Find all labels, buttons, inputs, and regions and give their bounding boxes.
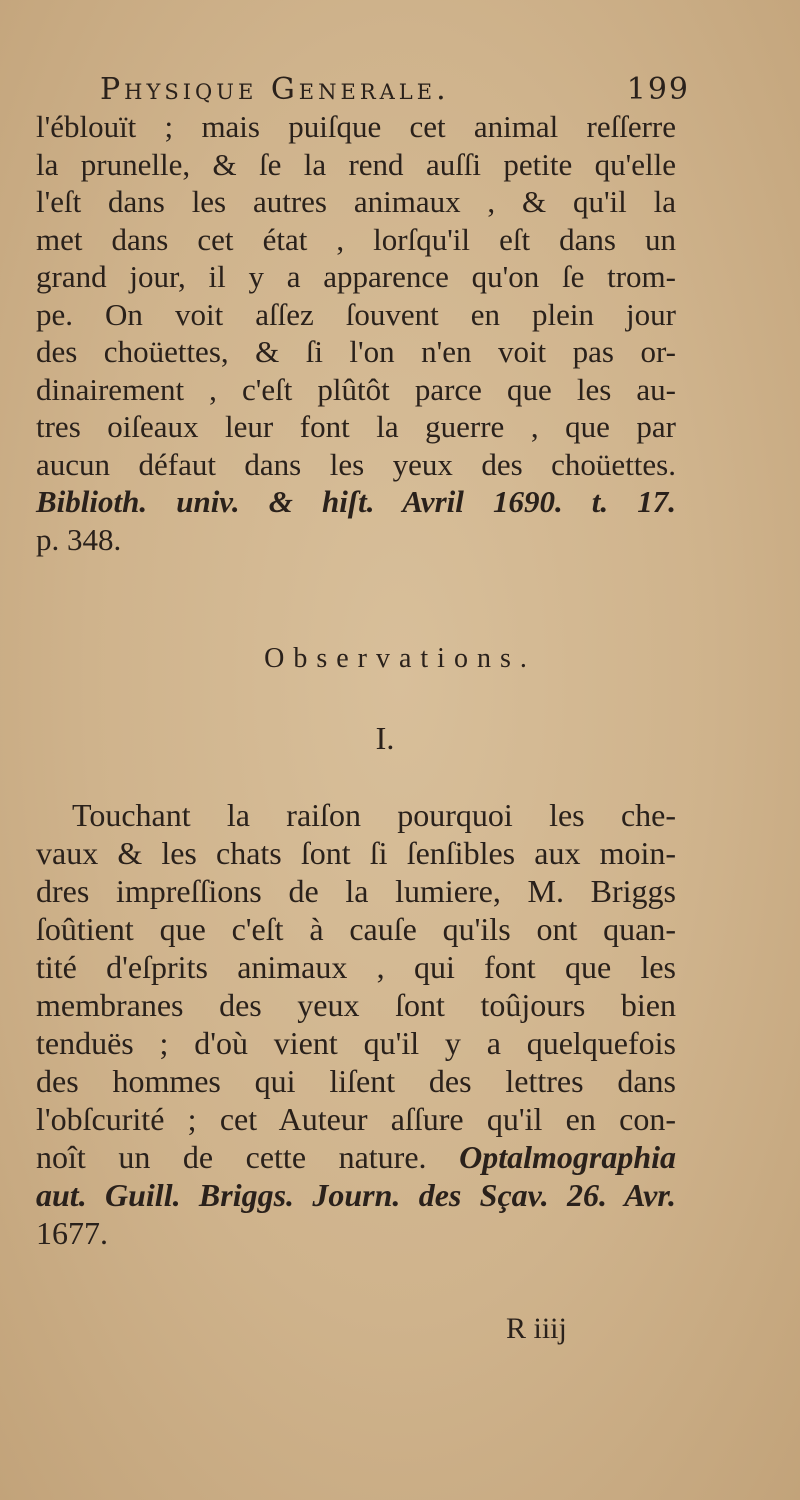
text-line: membranes des yeux ſont toûjours bien — [36, 987, 676, 1023]
signature-mark: R iiij — [506, 1312, 567, 1345]
text-line: vaux & les chats ſont ſi ſenſibles aux moin- — [36, 835, 676, 871]
citation: Biblioth. univ. & hiſt. Avril 1690. t. 17. — [36, 484, 676, 519]
text-line: pe. On voit aſſez ſouvent en plein jour — [36, 296, 676, 332]
text-line: tres oiſeaux leur font la guerre , que par — [36, 409, 676, 444]
text-line: des hommes qui liſent des lettres dans — [36, 1063, 676, 1099]
text-line: Touchant la raiſon pourquoi les che- — [72, 797, 676, 833]
text-line-with-citation — [36, 1138, 676, 1176]
text-line: l'obſcurité ; cet Auteur aſſure qu'il en con- — [36, 1101, 676, 1137]
section-title: Observations. — [264, 643, 536, 674]
text-line: met dans cet état , lorſqu'il eſt dans un — [36, 221, 676, 257]
text-line: tenduës ; d'où vient qu'il y a quelquefois — [36, 1025, 676, 1061]
citation-year: 1677. — [36, 1215, 108, 1251]
text-line: aucun défaut dans les yeux des choüettes. — [36, 446, 676, 482]
citation: aut. Guill. Briggs. Journ. des Sçav. 26. Avr. — [36, 1177, 676, 1213]
text-fragment: noît un de cette nature. — [36, 1139, 427, 1175]
running-title: Physique Generale. — [100, 72, 450, 107]
citation-title: Optalmographia — [459, 1139, 677, 1175]
text-line: l'eſt dans les autres animaux , & qu'il la — [36, 184, 676, 219]
text-line: dinairement , c'eſt plûtôt parce que les au- — [36, 371, 676, 407]
paragraph-2 — [36, 796, 676, 1252]
citation-end: p. 348. — [36, 521, 122, 557]
text-line: tité d'eſprits animaux , qui font que les — [36, 949, 676, 985]
text-line: dres impreſſions de la lumiere, M. Briggs — [36, 873, 676, 909]
text-line: la prunelle, & ſe la rend auſſi petite qu'elle — [36, 146, 676, 182]
text-line: l'éblouït ; mais puiſque cet animal reſſerre — [36, 109, 676, 144]
text-line: ſoûtient que c'eſt à cauſe qu'ils ont quan- — [36, 911, 676, 947]
page-number: 199 — [626, 72, 690, 107]
text-line: des choüettes, & ſi l'on n'en voit pas or- — [36, 334, 676, 369]
text-line: grand jour, il y a apparence qu'on ſe trom- — [36, 259, 676, 294]
paragraph-1 — [36, 108, 676, 558]
section-number: I. — [375, 720, 395, 756]
